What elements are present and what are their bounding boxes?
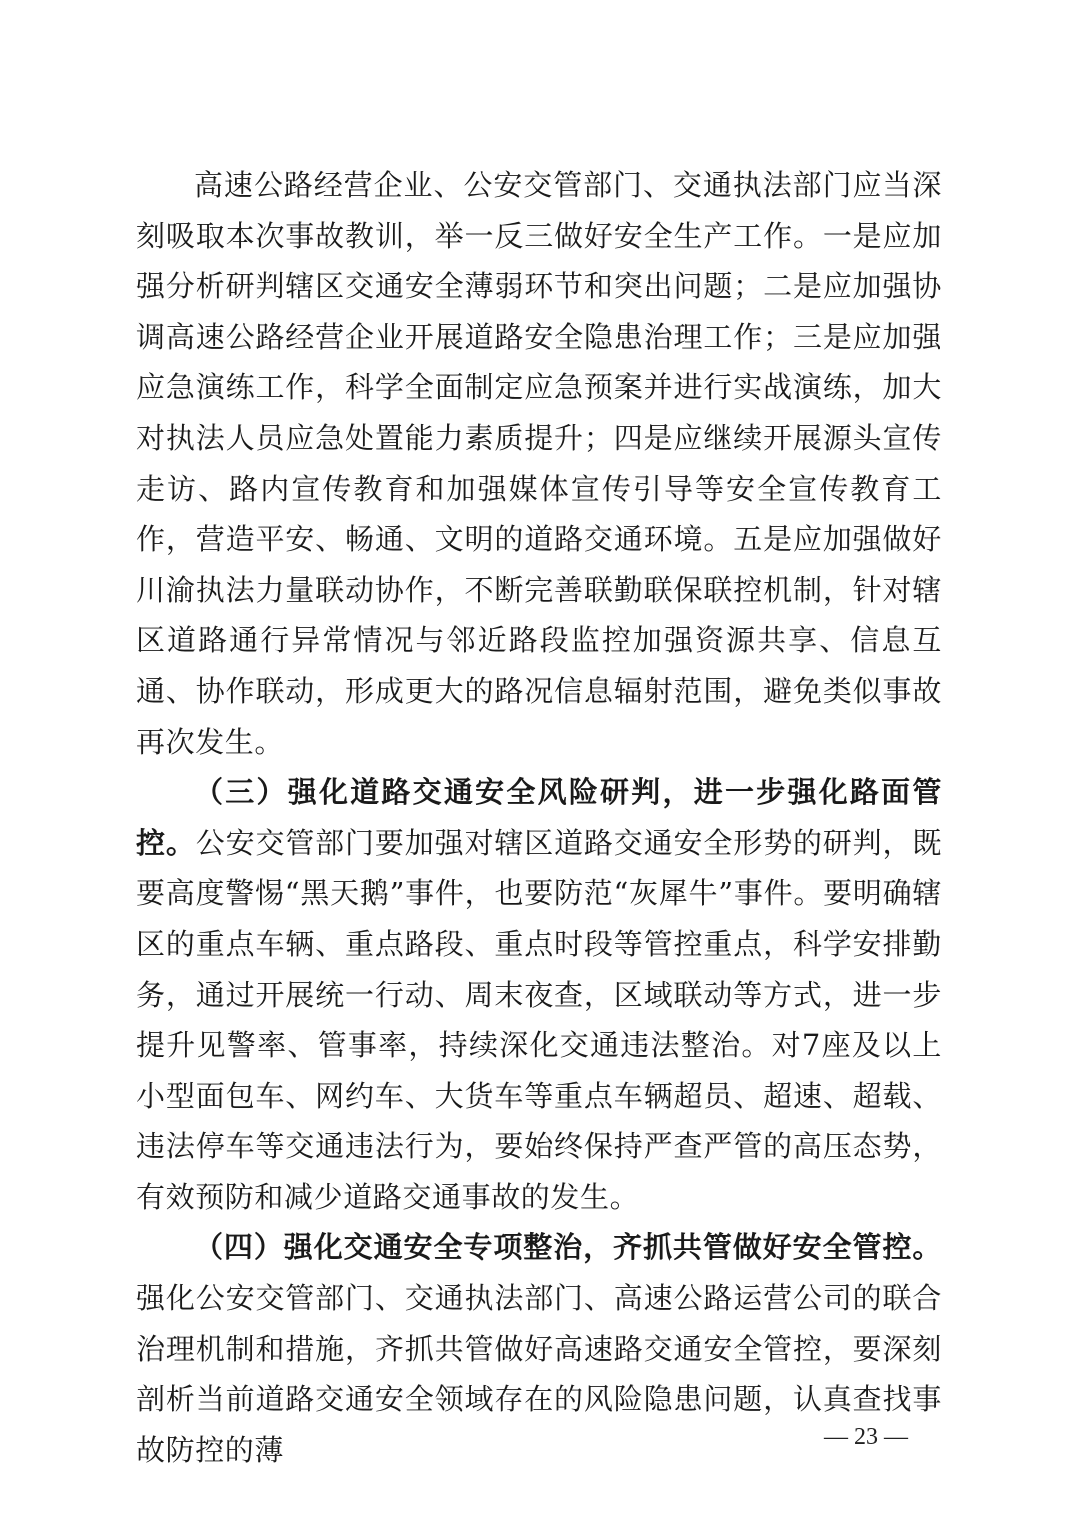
paragraph-risk-assessment <box>136 767 942 1222</box>
paragraph-lessons <box>136 160 942 767</box>
paragraph-text: 公安交管部门要加强对辖区道路交通安全形势的研判，既要高度警惕“黑天鹅”事件，也要防范“灰犀牛”事件。要明确辖区的重点车辆、重点路段、重点时段等管控重点，科学安排勤务，通过开展统一行动、周末夜查，区域联动等方式，进一步提升见警率、管事率，持续深化交通违法整治。对7座及以上小型面包车、网约车、大货车等重点车辆超员、超速、超载、违法停车等交通违法行为，要始终保持严查严管的高压态势，有效预防和减少道路交通事故的发生。 <box>136 825 942 1214</box>
paragraph-text: 高速公路经营企业、公安交管部门、交通执法部门应当深刻吸取本次事故教训，举一反三做好安全生产工作。一是应加强分析研判辖区交通安全薄弱环节和突出问题；二是应加强协调高速公路经营企业开展道路安全隐患治理工作；三是应加强应急演练工作，科学全面制定应急预案并进行实战演练，加大对执法人员应急处置能力素质提升；四是应继续开展源头宣传走访、路内宣传教育和加强媒体宣传引导等安全宣传教育工作，营造平安、畅通、文明的道路交通环境。五是应加强做好川渝执法力量联动协作，不断完善联勤联保联控机制，针对辖区道路通行异常情况与邻近路段监控加强资源共享、信息互通、协作联动，形成更大的路况信息辐射范围，避免类似事故再次发生。 <box>136 168 942 759</box>
paragraph-heading: （三）强化道路交通安全风险研判，进一步强化路面管控。 <box>136 775 942 860</box>
paragraph-text: 强化公安交管部门、交通执法部门、高速公路运营公司的联合治理机制和措施，齐抓共管做好高速路交通安全管控，要深刻剖析当前道路交通安全领域存在的风险隐患问题，认真查找事故防控的薄 <box>136 1281 942 1467</box>
paragraph-heading: （四）强化交通安全专项整治，齐抓共管做好安全管控。 <box>194 1230 942 1265</box>
page-number: — 23 — <box>824 1424 908 1450</box>
body-text <box>136 160 942 1475</box>
